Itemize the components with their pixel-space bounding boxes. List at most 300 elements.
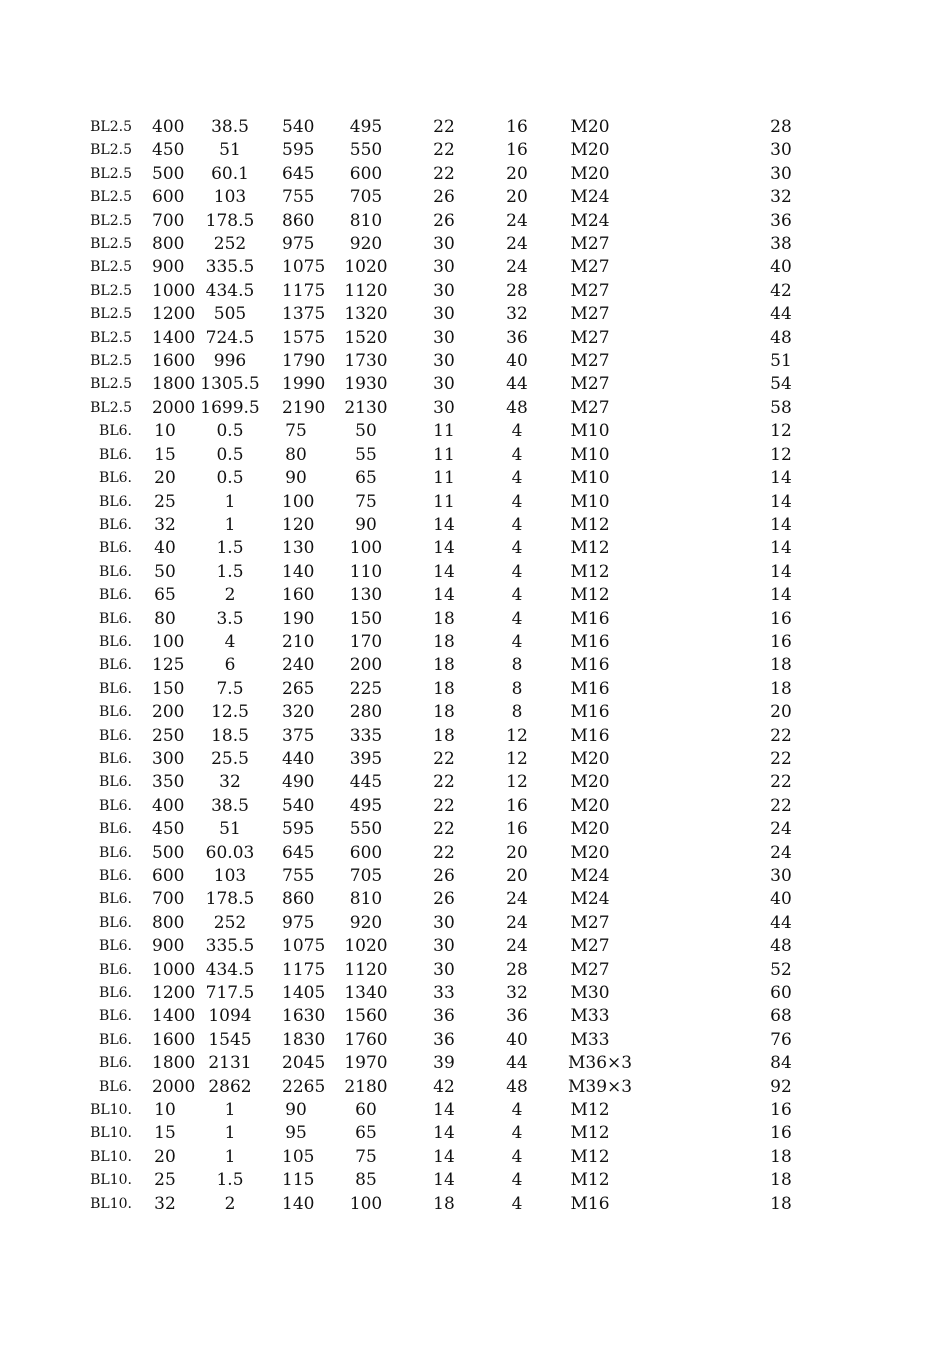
cell-outer-diameter: 440 [282, 748, 315, 769]
cell-weight: 1305.5 [200, 374, 260, 395]
cell-bolt-circle: 85 [355, 1170, 377, 1191]
cell-bolt-size: M36×3 [568, 1053, 633, 1074]
cell-bolt-circle: 1020 [344, 936, 388, 957]
cell-weight: 1.5 [216, 1170, 244, 1191]
table-row [0, 186, 950, 209]
table-row [0, 935, 950, 958]
cell-bolt-size: M20 [570, 163, 610, 184]
cell-weight: 60.1 [211, 163, 249, 184]
cell-thickness: 16 [770, 631, 792, 652]
cell-nominal-size: 900 [152, 936, 185, 957]
cell-nominal-size: 32 [154, 1193, 176, 1214]
table-row [0, 1029, 950, 1052]
cell-thickness: 18 [770, 1193, 792, 1214]
cell-weight: 1 [224, 1123, 236, 1144]
cell-bolt-circle: 920 [349, 912, 383, 933]
cell-pressure-class: BL6. [99, 680, 132, 697]
cell-bolt-size: M27 [570, 959, 610, 980]
cell-bolt-circle: 550 [349, 140, 383, 161]
table-row [0, 748, 950, 771]
table-row [0, 1169, 950, 1192]
cell-outer-diameter: 265 [282, 678, 315, 699]
cell-bolt-hole: 18 [433, 1193, 455, 1214]
cell-pressure-class: BL6. [99, 1008, 132, 1025]
cell-bolt-size: M16 [570, 631, 610, 652]
cell-bolt-size: M12 [570, 561, 610, 582]
cell-weight: 1094 [208, 1006, 252, 1027]
cell-bolt-circle: 1120 [344, 280, 388, 301]
cell-bolt-size: M10 [570, 491, 610, 512]
table-row [0, 444, 950, 467]
cell-thickness: 14 [770, 468, 792, 489]
cell-nominal-size: 1000 [152, 280, 196, 301]
cell-outer-diameter: 1790 [282, 351, 326, 372]
cell-bolt-count: 4 [511, 421, 523, 442]
cell-bolt-circle: 445 [349, 772, 383, 793]
table-row [0, 373, 950, 396]
cell-bolt-size: M27 [570, 351, 610, 372]
cell-outer-diameter: 2045 [282, 1053, 326, 1074]
cell-bolt-hole: 26 [433, 866, 455, 886]
cell-bolt-hole: 14 [433, 1100, 455, 1121]
cell-bolt-hole: 18 [433, 655, 455, 676]
cell-bolt-hole: 30 [433, 280, 455, 301]
cell-outer-diameter: 975 [282, 234, 315, 255]
cell-weight: 51 [219, 140, 241, 161]
cell-pressure-class: BL6. [99, 985, 132, 1002]
cell-bolt-count: 4 [511, 585, 523, 606]
cell-bolt-circle: 1970 [344, 1053, 388, 1074]
cell-nominal-size: 1200 [152, 304, 196, 325]
cell-bolt-size: M10 [570, 444, 610, 465]
cell-thickness: 36 [770, 210, 792, 231]
cell-bolt-size: M27 [570, 912, 610, 933]
cell-bolt-circle: 600 [349, 163, 383, 184]
cell-bolt-circle: 705 [349, 866, 383, 886]
cell-outer-diameter: 755 [282, 866, 315, 886]
cell-thickness: 42 [770, 280, 792, 301]
table-row [0, 280, 950, 303]
cell-bolt-hole: 33 [433, 983, 455, 1004]
cell-nominal-size: 20 [154, 468, 176, 489]
table-row [0, 818, 950, 841]
cell-nominal-size: 450 [152, 140, 185, 161]
cell-outer-diameter: 2265 [282, 1076, 326, 1097]
cell-weight: 3.5 [216, 608, 244, 629]
cell-bolt-hole: 30 [433, 351, 455, 372]
cell-outer-diameter: 190 [282, 608, 315, 629]
table-row [0, 771, 950, 794]
cell-bolt-count: 20 [506, 163, 528, 184]
cell-bolt-circle: 60 [355, 1100, 377, 1121]
cell-bolt-count: 44 [506, 374, 528, 395]
cell-nominal-size: 700 [152, 889, 185, 910]
cell-weight: 25.5 [211, 748, 249, 769]
cell-bolt-size: M27 [570, 304, 610, 325]
cell-pressure-class: BL6. [99, 914, 132, 931]
cell-pressure-class: BL6. [99, 657, 132, 674]
table-row [0, 982, 950, 1005]
table-row [0, 1052, 950, 1075]
cell-outer-diameter: 140 [282, 1193, 315, 1214]
table-row [0, 233, 950, 256]
cell-bolt-hole: 30 [433, 327, 455, 348]
cell-bolt-hole: 11 [433, 491, 455, 512]
cell-nominal-size: 1600 [152, 1029, 196, 1050]
cell-thickness: 58 [770, 397, 792, 418]
cell-nominal-size: 80 [154, 608, 176, 629]
table-row [0, 795, 950, 818]
cell-outer-diameter: 320 [282, 702, 315, 723]
cell-pressure-class: BL2.5 [90, 236, 132, 253]
cell-pressure-class: BL6. [99, 774, 132, 791]
cell-pressure-class: BL2.5 [90, 119, 132, 135]
cell-pressure-class: BL6. [99, 1055, 132, 1072]
cell-bolt-size: M16 [570, 1193, 610, 1214]
cell-bolt-count: 32 [506, 983, 528, 1004]
cell-bolt-circle: 600 [349, 842, 383, 863]
cell-thickness: 22 [770, 725, 792, 746]
cell-nominal-size: 350 [152, 772, 185, 793]
cell-nominal-size: 250 [152, 725, 185, 746]
cell-bolt-count: 16 [506, 819, 528, 840]
cell-bolt-hole: 14 [433, 1170, 455, 1191]
cell-pressure-class: BL2.5 [90, 189, 132, 206]
cell-bolt-hole: 22 [433, 842, 455, 863]
cell-bolt-count: 4 [511, 631, 523, 652]
cell-outer-diameter: 1990 [282, 374, 326, 395]
cell-bolt-hole: 30 [433, 397, 455, 418]
cell-thickness: 40 [770, 257, 792, 278]
cell-weight: 7.5 [216, 678, 244, 699]
table-row [0, 420, 950, 443]
cell-bolt-circle: 75 [355, 491, 377, 512]
table-row [0, 584, 950, 607]
cell-outer-diameter: 1075 [282, 257, 326, 278]
cell-bolt-size: M12 [570, 1100, 610, 1121]
cell-bolt-hole: 14 [433, 538, 455, 559]
cell-outer-diameter: 90 [285, 1100, 307, 1121]
cell-nominal-size: 10 [154, 421, 176, 442]
cell-bolt-circle: 2130 [344, 397, 388, 418]
cell-pressure-class: BL6. [99, 1031, 132, 1048]
cell-thickness: 52 [770, 959, 792, 980]
cell-outer-diameter: 115 [282, 1170, 315, 1191]
cell-outer-diameter: 1405 [282, 983, 326, 1004]
cell-bolt-size: M20 [570, 842, 610, 863]
cell-bolt-hole: 18 [433, 678, 455, 699]
cell-nominal-size: 32 [154, 514, 176, 535]
cell-weight: 0.5 [216, 421, 244, 442]
cell-bolt-circle: 495 [349, 117, 383, 137]
table-row [0, 678, 950, 701]
cell-weight: 434.5 [205, 959, 255, 980]
cell-nominal-size: 1600 [152, 351, 196, 372]
cell-nominal-size: 1400 [152, 1006, 196, 1027]
cell-thickness: 14 [770, 538, 792, 559]
cell-bolt-size: M20 [570, 140, 610, 161]
cell-thickness: 84 [770, 1053, 792, 1074]
cell-bolt-circle: 335 [349, 725, 383, 746]
cell-bolt-size: M20 [570, 117, 610, 137]
cell-bolt-hole: 11 [433, 444, 455, 465]
cell-bolt-count: 40 [506, 1029, 528, 1050]
cell-thickness: 24 [770, 819, 792, 840]
table-row [0, 1146, 950, 1169]
cell-outer-diameter: 95 [285, 1123, 307, 1144]
cell-bolt-hole: 22 [433, 748, 455, 769]
cell-bolt-hole: 11 [433, 421, 455, 442]
cell-bolt-hole: 26 [433, 187, 455, 208]
table-row [0, 210, 950, 233]
cell-nominal-size: 50 [154, 561, 176, 582]
cell-bolt-circle: 225 [349, 678, 383, 699]
cell-weight: 38.5 [211, 117, 249, 137]
cell-bolt-hole: 14 [433, 514, 455, 535]
cell-bolt-size: M20 [570, 748, 610, 769]
cell-weight: 1699.5 [200, 397, 260, 418]
cell-thickness: 28 [770, 117, 792, 137]
cell-nominal-size: 1400 [152, 327, 196, 348]
cell-bolt-size: M24 [570, 210, 610, 231]
cell-weight: 178.5 [205, 210, 255, 231]
cell-pressure-class: BL6. [99, 540, 132, 557]
cell-bolt-circle: 495 [349, 795, 383, 816]
cell-weight: 6 [224, 655, 236, 676]
cell-bolt-size: M20 [570, 819, 610, 840]
cell-nominal-size: 20 [154, 1146, 176, 1167]
cell-pressure-class: BL6. [99, 633, 132, 650]
cell-bolt-hole: 30 [433, 304, 455, 325]
cell-outer-diameter: 210 [282, 631, 315, 652]
cell-weight: 0.5 [216, 468, 244, 489]
cell-bolt-hole: 14 [433, 561, 455, 582]
cell-bolt-hole: 30 [433, 936, 455, 957]
cell-weight: 18.5 [211, 725, 249, 746]
cell-bolt-size: M27 [570, 397, 610, 418]
cell-outer-diameter: 645 [282, 163, 315, 184]
cell-outer-diameter: 100 [282, 491, 315, 512]
table-row [0, 865, 950, 888]
cell-bolt-circle: 65 [355, 1123, 377, 1144]
cell-bolt-count: 48 [506, 1076, 528, 1097]
cell-bolt-count: 40 [506, 351, 528, 372]
cell-nominal-size: 100 [152, 631, 185, 652]
cell-bolt-circle: 1320 [344, 304, 388, 325]
cell-bolt-size: M27 [570, 257, 610, 278]
cell-bolt-size: M24 [570, 889, 610, 910]
cell-bolt-count: 4 [511, 468, 523, 489]
cell-pressure-class: BL6. [99, 844, 132, 861]
cell-bolt-size: M27 [570, 374, 610, 395]
cell-bolt-count: 8 [511, 655, 523, 676]
cell-outer-diameter: 140 [282, 561, 315, 582]
cell-thickness: 76 [770, 1029, 792, 1050]
cell-weight: 2862 [208, 1076, 252, 1097]
cell-bolt-count: 4 [511, 514, 523, 535]
cell-weight: 1.5 [216, 561, 244, 582]
cell-thickness: 14 [770, 514, 792, 535]
table-row [0, 561, 950, 584]
cell-bolt-size: M16 [570, 655, 610, 676]
cell-thickness: 20 [770, 702, 792, 723]
cell-bolt-count: 20 [506, 842, 528, 863]
cell-bolt-size: M20 [570, 795, 610, 816]
cell-weight: 717.5 [205, 983, 255, 1004]
cell-weight: 32 [219, 772, 241, 793]
cell-pressure-class: BL2.5 [90, 306, 132, 323]
cell-nominal-size: 600 [152, 187, 185, 208]
cell-outer-diameter: 1075 [282, 936, 326, 957]
cell-thickness: 22 [770, 795, 792, 816]
cell-weight: 434.5 [205, 280, 255, 301]
cell-bolt-hole: 22 [433, 819, 455, 840]
cell-nominal-size: 65 [154, 585, 176, 606]
cell-outer-diameter: 130 [282, 538, 315, 559]
cell-bolt-circle: 1930 [344, 374, 388, 395]
cell-pressure-class: BL2.5 [90, 259, 132, 276]
cell-bolt-count: 4 [511, 491, 523, 512]
cell-outer-diameter: 80 [285, 444, 307, 465]
cell-bolt-count: 12 [506, 748, 528, 769]
table-row [0, 1122, 950, 1145]
cell-weight: 505 [213, 304, 247, 325]
cell-bolt-count: 8 [511, 678, 523, 699]
table-row [0, 256, 950, 279]
cell-bolt-circle: 65 [355, 468, 377, 489]
cell-nominal-size: 300 [152, 748, 185, 769]
cell-bolt-hole: 39 [433, 1053, 455, 1074]
cell-pressure-class: BL6. [99, 891, 132, 908]
cell-pressure-class: BL2.5 [90, 399, 132, 416]
cell-thickness: 18 [770, 1146, 792, 1167]
cell-thickness: 24 [770, 842, 792, 863]
cell-pressure-class: BL6. [99, 516, 132, 533]
cell-bolt-count: 16 [506, 117, 528, 137]
cell-bolt-count: 24 [506, 234, 528, 255]
cell-outer-diameter: 645 [282, 842, 315, 863]
cell-pressure-class: BL6. [99, 563, 132, 580]
cell-bolt-size: M12 [570, 1123, 610, 1144]
cell-thickness: 54 [770, 374, 792, 395]
table-row [0, 327, 950, 350]
cell-nominal-size: 1800 [152, 374, 196, 395]
cell-nominal-size: 900 [152, 257, 185, 278]
cell-bolt-hole: 30 [433, 234, 455, 255]
cell-bolt-circle: 1120 [344, 959, 388, 980]
cell-bolt-circle: 1560 [344, 1006, 388, 1027]
cell-outer-diameter: 1175 [282, 280, 326, 301]
cell-bolt-circle: 200 [349, 655, 383, 676]
table-row [0, 654, 950, 677]
cell-thickness: 22 [770, 772, 792, 793]
cell-outer-diameter: 595 [282, 819, 315, 840]
cell-bolt-circle: 100 [349, 1193, 383, 1214]
cell-bolt-circle: 395 [349, 748, 383, 769]
cell-nominal-size: 25 [154, 1170, 176, 1191]
cell-bolt-size: M16 [570, 678, 610, 699]
cell-bolt-circle: 170 [349, 631, 383, 652]
cell-bolt-circle: 1730 [344, 351, 388, 372]
cell-bolt-size: M16 [570, 702, 610, 723]
table-row [0, 303, 950, 326]
cell-bolt-count: 16 [506, 795, 528, 816]
cell-pressure-class: BL6. [99, 750, 132, 767]
cell-bolt-size: M27 [570, 327, 610, 348]
cell-bolt-circle: 810 [349, 889, 383, 910]
cell-bolt-circle: 90 [355, 514, 377, 535]
cell-weight: 724.5 [205, 327, 255, 348]
cell-bolt-count: 4 [511, 561, 523, 582]
cell-bolt-size: M20 [570, 772, 610, 793]
cell-bolt-hole: 30 [433, 912, 455, 933]
cell-bolt-hole: 30 [433, 257, 455, 278]
cell-bolt-count: 28 [506, 280, 528, 301]
cell-nominal-size: 1000 [152, 959, 196, 980]
cell-bolt-hole: 22 [433, 140, 455, 161]
cell-outer-diameter: 860 [282, 210, 315, 231]
cell-pressure-class: BL10. [90, 1172, 132, 1189]
cell-weight: 103 [213, 866, 247, 886]
table-row [0, 1005, 950, 1028]
cell-weight: 335.5 [205, 257, 255, 278]
table-row [0, 631, 950, 654]
cell-bolt-circle: 50 [355, 421, 377, 442]
cell-pressure-class: BL6. [99, 797, 132, 814]
cell-nominal-size: 700 [152, 210, 185, 231]
cell-nominal-size: 15 [154, 1123, 176, 1144]
cell-bolt-count: 12 [506, 772, 528, 793]
cell-weight: 60.03 [205, 842, 255, 863]
cell-bolt-size: M33 [570, 1006, 610, 1027]
cell-thickness: 18 [770, 1170, 792, 1191]
cell-nominal-size: 400 [152, 117, 185, 137]
cell-bolt-size: M12 [570, 514, 610, 535]
cell-outer-diameter: 90 [285, 468, 307, 489]
cell-thickness: 32 [770, 187, 792, 208]
cell-weight: 178.5 [205, 889, 255, 910]
cell-pressure-class: BL2.5 [90, 212, 132, 229]
cell-nominal-size: 400 [152, 795, 185, 816]
cell-weight: 12.5 [211, 702, 249, 723]
cell-bolt-circle: 705 [349, 187, 383, 208]
cell-pressure-class: BL6. [99, 961, 132, 978]
cell-thickness: 14 [770, 561, 792, 582]
table-row [0, 350, 950, 373]
cell-bolt-count: 32 [506, 304, 528, 325]
cell-bolt-count: 24 [506, 257, 528, 278]
cell-bolt-circle: 1760 [344, 1029, 388, 1050]
cell-bolt-hole: 30 [433, 959, 455, 980]
cell-nominal-size: 600 [152, 866, 185, 886]
cell-bolt-size: M27 [570, 936, 610, 957]
cell-thickness: 14 [770, 585, 792, 606]
cell-outer-diameter: 240 [282, 655, 315, 676]
cell-outer-diameter: 540 [282, 795, 315, 816]
cell-bolt-size: M12 [570, 538, 610, 559]
table-row [0, 842, 950, 865]
cell-pressure-class: BL6. [99, 446, 132, 463]
cell-bolt-size: M27 [570, 234, 610, 255]
cell-bolt-hole: 42 [433, 1076, 455, 1097]
cell-nominal-size: 450 [152, 819, 185, 840]
cell-pressure-class: BL10. [90, 1148, 132, 1165]
cell-nominal-size: 25 [154, 491, 176, 512]
cell-bolt-circle: 280 [349, 702, 383, 723]
cell-pressure-class: BL2.5 [90, 282, 132, 299]
cell-thickness: 38 [770, 234, 792, 255]
table-row [0, 701, 950, 724]
